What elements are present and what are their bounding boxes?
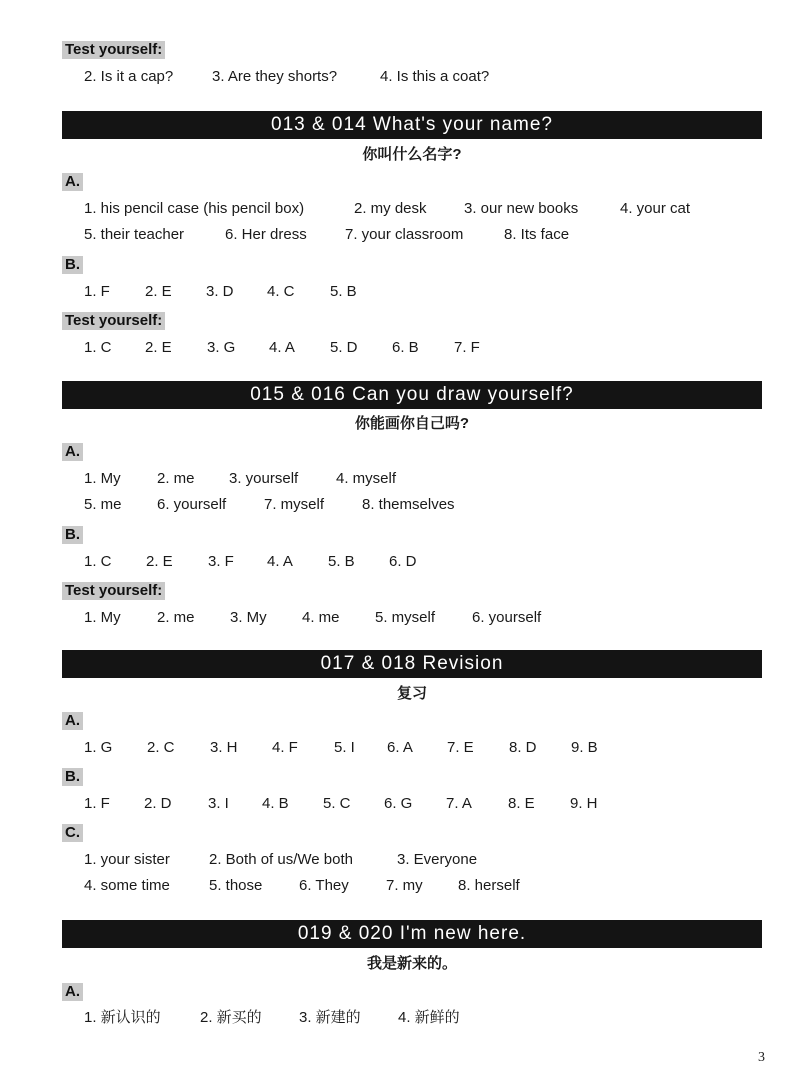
answer-item: 1. 新认识的 xyxy=(84,1009,161,1026)
answer-item: 5. their teacher xyxy=(84,226,185,243)
answer-item: 3. My xyxy=(230,609,267,626)
answer-item: 3. yourself xyxy=(229,470,299,487)
answer-item: 6. They xyxy=(299,877,349,894)
answer-item: 2. me xyxy=(157,470,195,487)
answer-item: 4. F xyxy=(272,739,298,756)
answer-item: 4. some time xyxy=(84,877,170,894)
section-banner-019-020: 019 & 020 I'm new here. xyxy=(62,920,762,948)
answer-item: 4. C xyxy=(267,283,295,300)
section-banner-017-018: 017 & 018 Revision xyxy=(62,650,762,678)
answer-item: 9. B xyxy=(571,739,598,756)
part-b-label: B. xyxy=(62,256,83,274)
answer-item: 1. C xyxy=(84,553,112,570)
answer-item: 3. G xyxy=(207,339,236,356)
answer-item: 2. Both of us/We both xyxy=(209,851,353,868)
answer-item: 5. those xyxy=(209,877,263,894)
answer-item: 6. yourself xyxy=(472,609,542,626)
part-a-label: A. xyxy=(62,443,83,461)
section-subtitle: 你叫什么名字? xyxy=(362,146,462,163)
answer-item: 4. A xyxy=(269,339,295,356)
answer-item: 3. D xyxy=(206,283,234,300)
answer-item: 3. F xyxy=(208,553,234,570)
answer-item: 5. me xyxy=(84,496,122,513)
answer-item: 4. me xyxy=(302,609,340,626)
answer-item: 3. I xyxy=(208,795,229,812)
answer-item: 1. C xyxy=(84,339,112,356)
answer-item: 1. F xyxy=(84,795,110,812)
part-a-label: A. xyxy=(62,983,83,1001)
answer-item: 3. Are they shorts? xyxy=(212,68,338,85)
answer-item: 4. 新鲜的 xyxy=(398,1009,460,1026)
answer-item: 1. My xyxy=(84,470,121,487)
test-yourself-label: Test yourself: xyxy=(62,582,165,600)
answer-item: 1. G xyxy=(84,739,113,756)
part-b-label: B. xyxy=(62,526,83,544)
answer-item: 5. B xyxy=(328,553,355,570)
answer-item: 3. H xyxy=(210,739,238,756)
answer-item: 2. C xyxy=(147,739,175,756)
answer-item: 2. D xyxy=(144,795,172,812)
answer-item: 1. My xyxy=(84,609,121,626)
answer-item: 8. Its face xyxy=(504,226,570,243)
answer-item: 8. herself xyxy=(458,877,520,894)
answer-item: 5. C xyxy=(323,795,351,812)
test-yourself-label: Test yourself: xyxy=(62,41,165,59)
answer-item: 1. F xyxy=(84,283,110,300)
part-a-label: A. xyxy=(62,173,83,191)
answer-item: 2. 新买的 xyxy=(200,1009,262,1026)
answer-item: 5. D xyxy=(330,339,358,356)
answer-item: 6. G xyxy=(384,795,413,812)
answer-item: 5. I xyxy=(334,739,355,756)
answer-item: 3. our new books xyxy=(464,200,579,217)
answer-item: 4. your cat xyxy=(620,200,691,217)
answer-item: 2. E xyxy=(145,339,172,356)
answer-item: 7. myself xyxy=(264,496,325,513)
answer-item: 7. my xyxy=(386,877,423,894)
answer-item: 6. B xyxy=(392,339,419,356)
answer-item: 1. your sister xyxy=(84,851,170,868)
part-b-label: B. xyxy=(62,768,83,786)
answer-item: 4. A xyxy=(267,553,293,570)
answer-item: 8. D xyxy=(509,739,537,756)
answer-item: 3. Everyone xyxy=(397,851,478,868)
answer-item: 7. your classroom xyxy=(345,226,464,243)
answer-item: 8. themselves xyxy=(362,496,455,513)
section-banner-013-014: 013 & 014 What's your name? xyxy=(62,111,762,139)
answer-item: 4. myself xyxy=(336,470,397,487)
section-subtitle: 我是新来的。 xyxy=(366,955,457,972)
section-subtitle: 你能画你自己吗? xyxy=(354,415,470,432)
test-yourself-label: Test yourself: xyxy=(62,312,165,330)
answer-item: 2. Is it a cap? xyxy=(84,68,174,85)
answer-item: 9. H xyxy=(570,795,598,812)
answer-item: 6. D xyxy=(389,553,417,570)
part-a-label: A. xyxy=(62,712,83,730)
answer-item: 2. E xyxy=(145,283,172,300)
part-c-label: C. xyxy=(62,824,83,842)
answer-item: 2. E xyxy=(146,553,173,570)
answer-item: 5. myself xyxy=(375,609,436,626)
answer-item: 7. F xyxy=(454,339,480,356)
answer-item: 4. B xyxy=(262,795,289,812)
answer-item: 2. my desk xyxy=(354,200,427,217)
answer-item: 5. B xyxy=(330,283,357,300)
answer-item: 6. Her dress xyxy=(225,226,307,243)
answer-item: 7. E xyxy=(447,739,474,756)
answer-item: 6. A xyxy=(387,739,413,756)
section-subtitle: 复习 xyxy=(396,685,427,702)
section-banner-015-016: 015 & 016 Can you draw yourself? xyxy=(62,381,762,409)
answer-item: 6. yourself xyxy=(157,496,227,513)
page-number: 3 xyxy=(758,1050,765,1065)
answer-item: 2. me xyxy=(157,609,195,626)
answer-item: 8. E xyxy=(508,795,535,812)
answer-item: 3. 新建的 xyxy=(299,1009,361,1026)
answer-item: 1. his pencil case (his pencil box) xyxy=(84,200,305,217)
answer-item: 7. A xyxy=(446,795,472,812)
answer-item: 4. Is this a coat? xyxy=(380,68,490,85)
